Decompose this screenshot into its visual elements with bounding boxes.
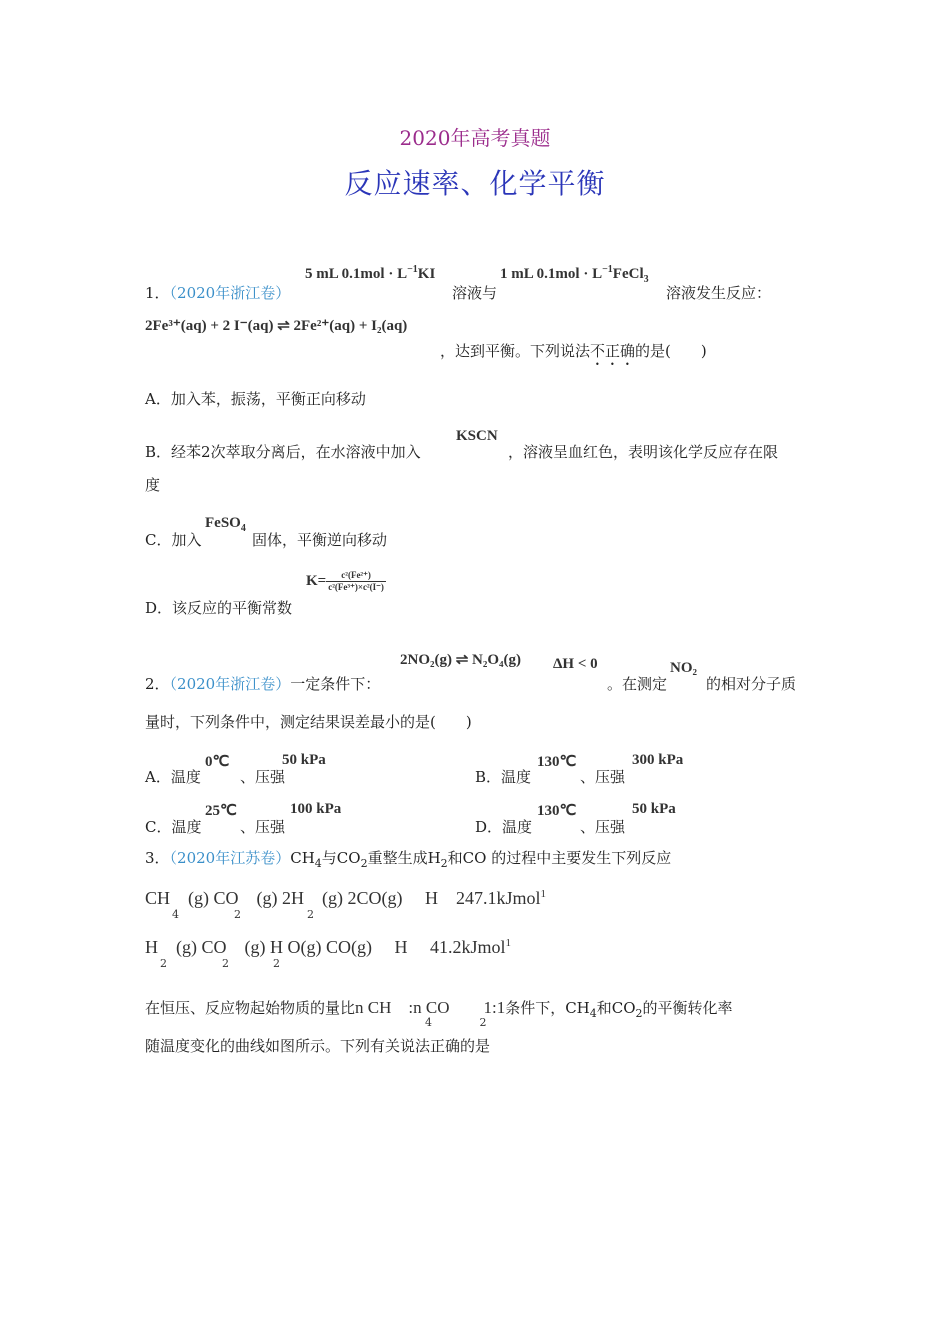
q3-line1: 3．（2020年江苏卷）$CH_4$与$CO_2$重整生成$H_2$和CO 的过程中主要发生下列反应	[145, 849, 672, 870]
q3-number: 3．	[145, 849, 170, 867]
q2-option-b-mid: 、压强	[580, 768, 626, 786]
q3-source: （2020年江苏卷）	[169, 849, 291, 867]
q1-option-b-cont: 度	[145, 476, 161, 494]
q3-ratio-subscripts: 4 2	[425, 1016, 487, 1029]
q1-formula-fecl3: 1 mL $0.1mol \cdot L^{-1}FeCl_3$	[500, 264, 649, 285]
q2-option-c-mid: 、压强	[240, 818, 286, 836]
page-subtitle-year: 2020年高考真题	[399, 126, 551, 150]
q2-option-d: D．温度	[475, 818, 533, 836]
k-denominator: c²(Fe³⁺)×c²(I⁻)	[328, 582, 384, 592]
q1-option-d-k-expression: K= $\frac{\text{c²(Fe²⁺)}}{\text{c²(Fe³⁺)×c²(I⁻)}}$	[306, 570, 384, 592]
q1-option-c-feso4: FeSO$_4$	[205, 515, 246, 534]
q1-source: （2020年浙江卷）	[169, 284, 291, 302]
q2-option-a: A．温度	[145, 768, 201, 786]
q1-text-react: 溶液发生反应：	[666, 284, 772, 302]
q2-no2: NO₂	[670, 660, 697, 676]
q1-number: 1．	[145, 284, 170, 302]
q2-number: 2．	[145, 675, 170, 693]
q2-option-b: B．温度	[475, 768, 532, 786]
q1-formula-ki: 5 mL $0.1mol \cdot L^{-1}KI$	[305, 264, 436, 282]
q1-option-b: B．经苯2次萃取分离后，在水溶液中加入	[145, 443, 421, 461]
q2-option-c: C．温度	[145, 818, 202, 836]
q3-line4: 随温度变化的曲线如图所示。下列有关说法正确的是	[145, 1037, 491, 1055]
q2-delta-h: ΔH < 0	[553, 656, 598, 672]
q1-option-b-kscn: KSCN	[456, 428, 498, 444]
q2-option-b-pressure: 300 kPa	[632, 752, 684, 768]
q2-option-a-temp: 0℃	[205, 754, 230, 770]
q1-option-d: D．该反应的平衡常数	[145, 599, 293, 617]
q3-line3: 在恒压、反应物起始物质的量比n CH :n CO 1:1条件下，$CH_4$和$CO_2$的平衡转化率	[145, 998, 733, 1020]
q1-equation: 2Fe³⁺(aq) + 2 I⁻(aq) ⇌ 2Fe²⁺(aq) + I₂(aq)	[145, 318, 408, 334]
q3-equation-1: CH (g) CO (g) 2H (g) 2CO(g) H 247.1kJmol$^1$	[145, 888, 546, 908]
q2-line2: 量时，下列条件中，测定结果误差最小的是( )	[145, 713, 472, 731]
q1-line1	[145, 282, 290, 303]
q1-question: ，达到平衡。下列说法不正确的是( )	[440, 342, 707, 360]
q2-option-c-temp: 25℃	[205, 803, 237, 819]
q2-text-measure: 。在测定	[607, 675, 668, 693]
q3-equation-2-subscripts: 2 2 2	[160, 957, 280, 970]
q2-text-relmass: 的相对分子质	[706, 675, 797, 693]
q1-emphasis-not-correct: 不正确	[590, 342, 636, 360]
q2-source: （2020年浙江卷）	[169, 675, 291, 693]
q3-equation-2: H (g) CO (g) H O(g) CO(g) H 41.2kJmol$^1$	[145, 937, 511, 957]
q2-option-c-pressure: 100 kPa	[290, 801, 342, 817]
q2-option-b-temp: 130℃	[537, 754, 577, 770]
q2-line1: 2．（2020年浙江卷）一定条件下：	[145, 675, 381, 693]
q2-option-d-temp: 130℃	[537, 803, 577, 819]
q2-equation: 2NO₂(g) ⇌ N₂O₄(g)	[400, 652, 522, 668]
q2-option-d-pressure: 50 kPa	[632, 801, 676, 817]
q3-ratio: n CH :n CO 1:1	[355, 998, 506, 1017]
q1-option-a: A．加入苯，振荡，平衡正向移动	[145, 390, 366, 408]
k-numerator: c²(Fe²⁺)	[326, 570, 386, 582]
q1-text-and: 溶液与	[452, 284, 498, 302]
page-title: 反应速率、化学平衡	[344, 167, 606, 200]
q1-option-b-rest: ，溶液呈血红色，表明该化学反应存在限	[508, 443, 779, 461]
q2-option-d-mid: 、压强	[580, 818, 626, 836]
q1-option-c-rest: 固体，平衡逆向移动	[252, 531, 388, 549]
q2-option-a-pressure: 50 kPa	[282, 752, 326, 768]
q1-option-c: C．加入	[145, 531, 202, 549]
q3-equation-1-subscripts: 4 2 2	[172, 908, 314, 921]
q2-option-a-mid: 、压强	[240, 768, 286, 786]
